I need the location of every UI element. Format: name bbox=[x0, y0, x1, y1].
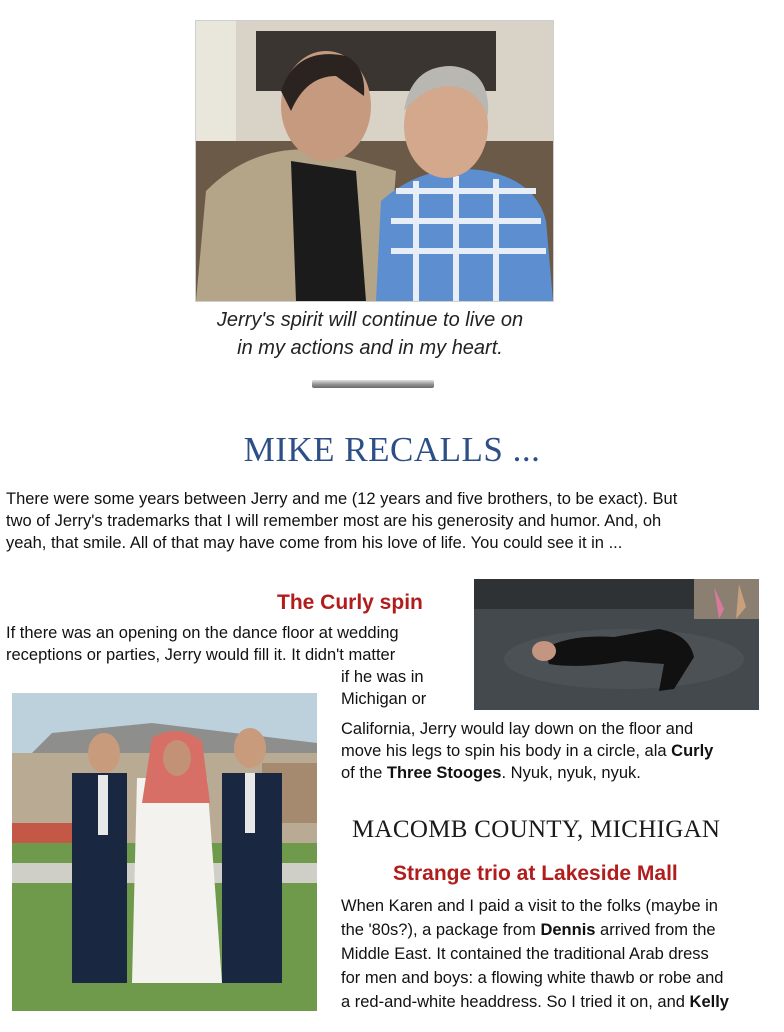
curly-line: California, Jerry would lay down on the floor and bbox=[341, 720, 694, 738]
intro-paragraph bbox=[6, 488, 776, 554]
kelly-bold: Kelly bbox=[689, 993, 729, 1011]
photo-caption-line-2: in my actions and in my heart. bbox=[237, 337, 503, 359]
dennis-bold: Dennis bbox=[540, 921, 596, 939]
curly-line bbox=[341, 740, 771, 762]
intro-line: two of Jerry's trademarks that I will remember most are his generosity and humor. And, oh bbox=[6, 512, 662, 530]
curly-line bbox=[341, 762, 771, 784]
curly-name-bold: Curly bbox=[671, 742, 714, 760]
section-divider bbox=[312, 380, 434, 388]
intro-line: There were some years between Jerry and me (12 years and five brothers, to be exact). But bbox=[6, 490, 678, 508]
photo-strange-trio bbox=[12, 693, 317, 1011]
curly-paragraph-narrow bbox=[341, 666, 471, 710]
photo-caption-line-1: Jerry's spirit will continue to live on bbox=[216, 309, 524, 331]
macomb-line bbox=[341, 990, 781, 1014]
curly-paragraph-bottom bbox=[341, 718, 771, 784]
curly-text: . Nyuk, nyuk, nyuk. bbox=[501, 764, 641, 782]
curly-line: If there was an opening on the dance floor at wedding bbox=[6, 624, 399, 642]
curly-paragraph-top bbox=[6, 622, 476, 666]
curly-line: receptions or parties, Jerry would fill it. It didn't matter bbox=[6, 646, 396, 664]
curly-text: move his legs to spin his body in a circle, ala bbox=[341, 742, 672, 760]
strange-trio-heading: Strange trio at Lakeside Mall bbox=[393, 862, 678, 885]
macomb-paragraph bbox=[341, 894, 781, 1014]
curly-text: of the bbox=[341, 764, 387, 782]
macomb-text: arrived from the bbox=[595, 921, 716, 939]
macomb-text: a red-and-white headdress. So I tried it on, and bbox=[341, 993, 690, 1011]
three-stooges-bold: Three Stooges bbox=[386, 764, 502, 782]
macomb-line: Middle East. It contained the traditional Arab dress bbox=[341, 945, 709, 963]
macomb-county-heading: MACOMB COUNTY, MICHIGAN bbox=[352, 816, 721, 843]
photo-jerry-and-friend bbox=[195, 20, 554, 302]
curly-line: if he was in bbox=[341, 668, 424, 686]
intro-line: yeah, that smile. All of that may have come from his love of life. You could see it in ... bbox=[6, 534, 623, 552]
section-heading-mike-recalls: MIKE RECALLS ... bbox=[243, 430, 541, 469]
curly-spin-heading: The Curly spin bbox=[277, 591, 423, 614]
photo-dance-floor-spin bbox=[474, 579, 759, 710]
macomb-line: for men and boys: a flowing white thawb or robe and bbox=[341, 969, 724, 987]
macomb-text: the '80s?), a package from bbox=[341, 921, 541, 939]
curly-line: Michigan or bbox=[341, 690, 427, 708]
macomb-line: When Karen and I paid a visit to the folks (maybe in bbox=[341, 897, 718, 915]
macomb-line bbox=[341, 918, 781, 942]
